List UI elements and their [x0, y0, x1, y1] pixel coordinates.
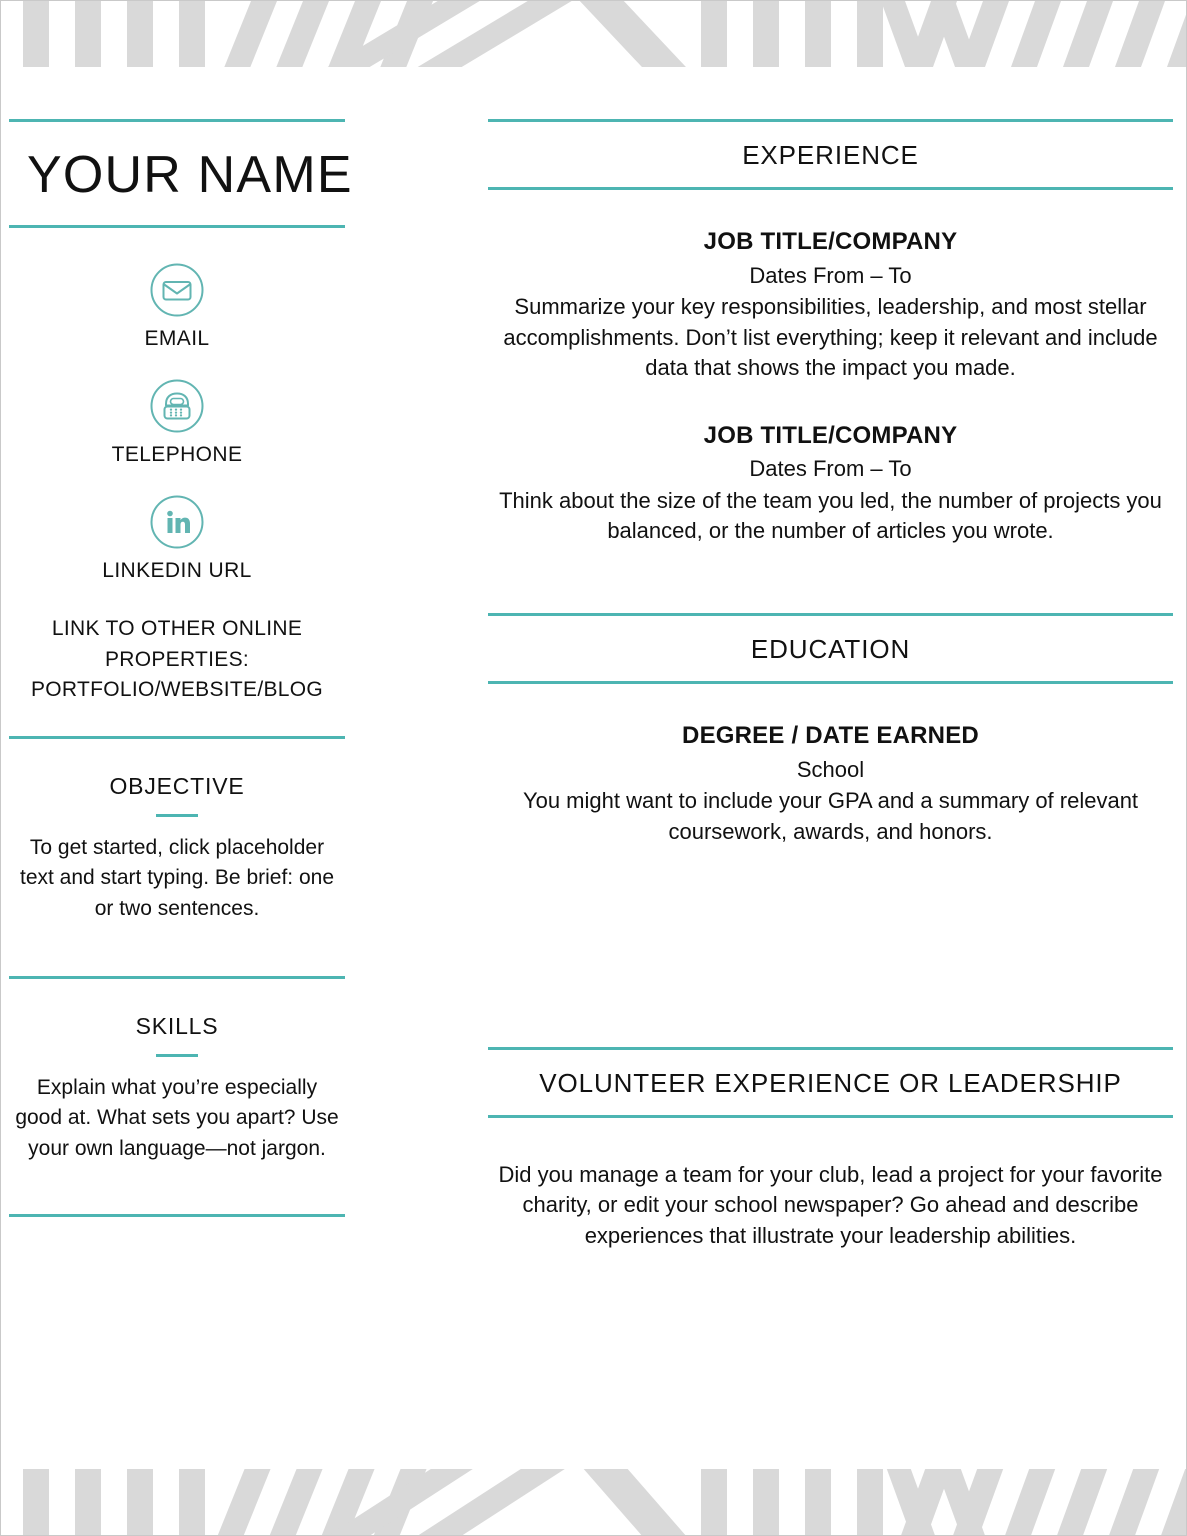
- job-title: JOB TITLE/COMPANY: [703, 421, 958, 449]
- contact-label-email: EMAIL: [144, 326, 210, 350]
- page-title: YOUR NAME: [27, 146, 353, 204]
- skills-body: Explain what you’re especially good at. What sets you apart? Use your own language—not jargon.: [15, 1075, 339, 1160]
- contact-label-linkedin: LINKEDIN URL: [102, 559, 252, 583]
- telephone-icon: [149, 378, 205, 434]
- degree-title: DEGREE / DATE EARNED: [682, 721, 979, 749]
- job-dates: Dates From – To: [749, 456, 912, 482]
- education-description: You might want to include your GPA and a summary of relevant coursework, awards, and honors.: [522, 788, 1139, 844]
- education-rule-bottom: [488, 681, 1173, 684]
- school-name: School: [796, 756, 865, 782]
- experience-heading: EXPERIENCE: [742, 140, 919, 170]
- job-description: Think about the size of the team you led, the number of projects you balanced, or the number of articles you wrote.: [499, 488, 1162, 544]
- education-heading: EDUCATION: [750, 633, 911, 664]
- resume-columns: [1, 119, 1187, 1251]
- job-description: Summarize your key responsibilities, leadership, and most stellar accomplishments. Don’t list everything; keep it relevant and include data that shows the impact you made.: [503, 294, 1158, 381]
- linkedin-icon: [149, 494, 205, 550]
- other-online-properties: LINK TO OTHER ONLINE PROPERTIES: PORTFOLIO/WEBSITE/BLOG: [30, 617, 324, 702]
- experience-entry: [488, 228, 1173, 384]
- skills-underline: [156, 1054, 198, 1057]
- experience-rule-bottom: [488, 187, 1173, 190]
- education-spacer: [488, 847, 1173, 1047]
- skills-divider-bottom: [9, 1214, 345, 1217]
- job-title: JOB TITLE/COMPANY: [703, 228, 958, 255]
- footer-decorative-pattern: [1, 1453, 1187, 1535]
- email-icon: [149, 262, 205, 318]
- contact-linkedin[interactable]: [9, 494, 345, 584]
- contact-list: [9, 228, 345, 585]
- sidebar-section-skills: [9, 976, 345, 1217]
- objective-heading: OBJECTIVE: [109, 772, 245, 799]
- contact-telephone[interactable]: [9, 378, 345, 468]
- section-education: [488, 613, 1173, 1047]
- header-decorative-pattern: [1, 1, 1187, 83]
- section-experience: [488, 119, 1173, 613]
- job-dates: Dates From – To: [749, 262, 912, 288]
- objective-underline: [156, 814, 198, 817]
- experience-entry: [488, 422, 1173, 547]
- skills-heading: SKILLS: [135, 1012, 219, 1039]
- sidebar-section-objective: [9, 736, 345, 924]
- section-volunteer: [488, 1047, 1173, 1251]
- volunteer-heading: VOLUNTEER EXPERIENCE OR LEADERSHIP: [539, 1067, 1122, 1098]
- volunteer-description: Did you manage a team for your club, lead a project for your favorite charity, or edit your school newspaper? Go ahead and describe experiences that illustrate your leadership abilities.: [498, 1161, 1163, 1248]
- experience-spacer: [488, 547, 1173, 613]
- volunteer-rule-bottom: [488, 1115, 1173, 1118]
- contact-email[interactable]: [9, 262, 345, 352]
- education-entry: [488, 722, 1173, 847]
- contact-label-telephone: TELEPHONE: [111, 442, 243, 466]
- objective-body: To get started, click placeholder text and start typing. Be brief: one or two sentences.: [19, 835, 334, 920]
- name-block: [9, 119, 353, 228]
- sidebar: [1, 119, 353, 1217]
- main-content: [488, 119, 1187, 1251]
